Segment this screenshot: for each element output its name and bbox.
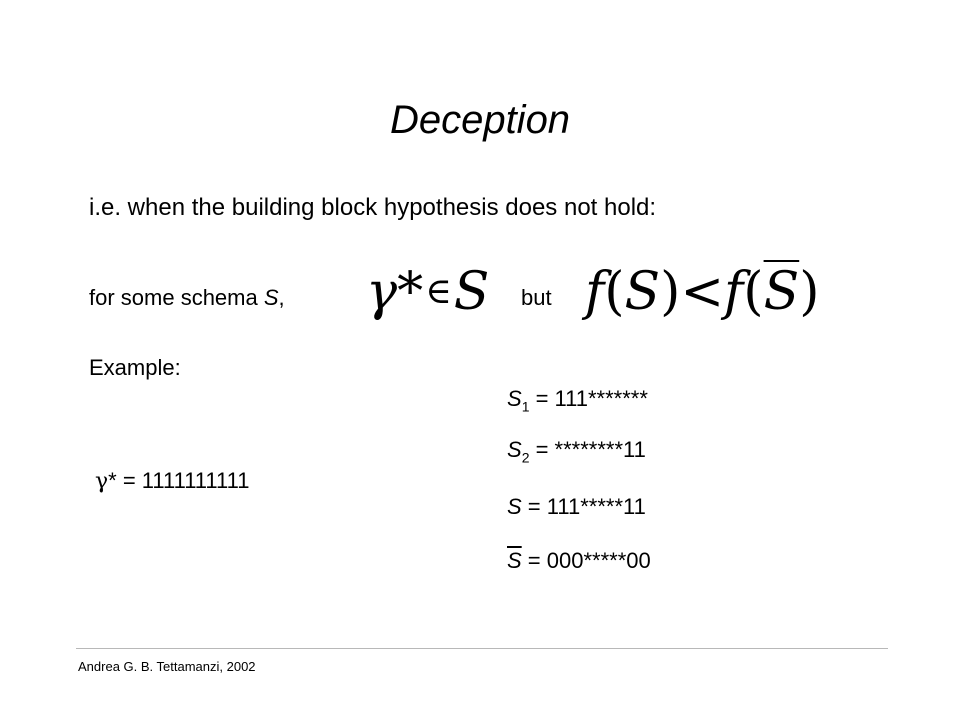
slide-title: Deception <box>389 98 571 142</box>
element-of-symbol: ∈ <box>425 271 452 312</box>
paren-open-right: ( <box>743 262 764 322</box>
schema-name: S <box>507 494 522 519</box>
schema-s <box>507 494 646 520</box>
example-label: Example: <box>89 355 181 380</box>
gamma-star-symbol: γ* <box>366 262 424 322</box>
fitness-inequality-formula <box>585 262 820 322</box>
footer-divider <box>76 648 888 649</box>
f-left: f <box>585 262 605 322</box>
condition-prefix: for some schema <box>89 285 264 310</box>
intro-text: i.e. when the building block hypothesis does not hold: <box>89 194 657 221</box>
paren-close-right: ) <box>799 262 820 322</box>
schema-value: = 111*****11 <box>521 494 646 519</box>
footer-credit: Andrea G. B. Tettamanzi, 2002 <box>78 659 256 674</box>
gamma-example <box>95 468 249 494</box>
f-right: f <box>724 262 744 322</box>
formula-set-symbol: S <box>453 262 490 322</box>
gamma-in-schema-formula <box>366 262 489 322</box>
schema-name: S <box>507 386 522 411</box>
schema-name: S <box>507 437 522 462</box>
schema-name: $\overline{S}$ <box>507 548 522 573</box>
condition-text <box>89 285 285 311</box>
gamma-value-text: * = 1111111111 <box>108 468 250 493</box>
schema-s-bar <box>507 548 651 574</box>
paren-close-left: ) <box>660 262 681 322</box>
but-text: but <box>521 285 552 310</box>
schema-s2 <box>507 437 646 465</box>
schema-s1 <box>507 386 648 414</box>
condition-comma: , <box>278 285 285 310</box>
condition-schema-symbol: S <box>263 285 279 310</box>
schema-value: = 111******* <box>529 386 648 411</box>
schema-subscript: 1 <box>521 398 530 415</box>
s-bar-right: $\overline{S}$ <box>763 262 800 322</box>
less-than-symbol: < <box>680 262 725 322</box>
gamma-symbol: γ <box>95 469 109 494</box>
paren-open-left: ( <box>604 262 625 322</box>
s-left: S <box>624 262 661 322</box>
schema-subscript: 2 <box>521 449 530 466</box>
schema-value: = ********11 <box>529 437 646 462</box>
schema-value: = 000*****00 <box>521 548 651 573</box>
